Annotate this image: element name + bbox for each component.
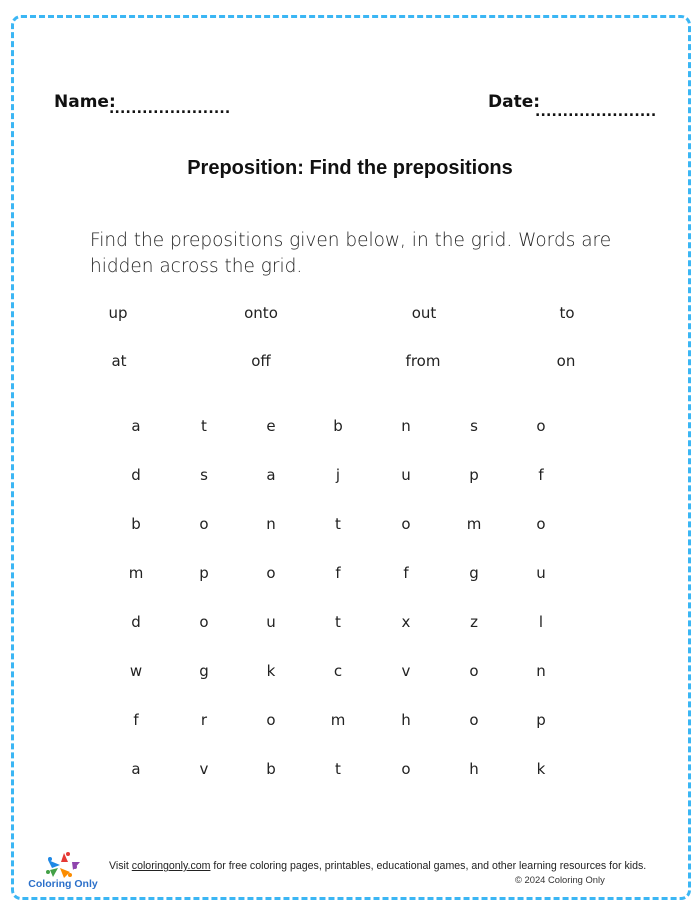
grid-cell[interactable]: o (266, 564, 276, 582)
grid-cell[interactable]: k (266, 662, 276, 680)
grid-cell[interactable]: t (335, 515, 341, 533)
grid-cell[interactable]: b (333, 417, 343, 435)
grid-cell[interactable]: m (330, 711, 346, 729)
grid-cell[interactable]: j (335, 466, 341, 484)
grid-cell[interactable]: o (199, 613, 209, 631)
logo-star-people-icon (28, 850, 98, 880)
coloringonly-link[interactable]: coloringonly.com (131, 860, 211, 872)
grid-cell[interactable]: v (401, 662, 411, 680)
word-bank-item: onto (244, 304, 278, 322)
instructions: Find the prepositions given below, in the grid. Words are hidden across the grid. (90, 230, 612, 277)
grid-cell[interactable]: p (469, 466, 479, 484)
grid-cell[interactable]: d (131, 613, 141, 631)
word-bank-item: from (405, 352, 441, 370)
grid-cell[interactable]: n (401, 417, 411, 435)
grid-cell[interactable]: d (131, 466, 141, 484)
grid-cell[interactable]: s (470, 417, 478, 435)
grid-cell[interactable]: v (199, 760, 209, 778)
grid-cell[interactable]: t (335, 760, 341, 778)
grid-cell[interactable]: l (538, 613, 544, 631)
grid-cell[interactable]: o (401, 760, 411, 778)
grid-cell[interactable]: f (133, 711, 139, 729)
word-bank-item: on (556, 352, 576, 370)
word-bank-item: out (411, 304, 437, 322)
grid-cell[interactable]: p (199, 564, 209, 582)
grid-cell[interactable]: n (266, 515, 276, 533)
word-bank-item: at (111, 352, 127, 370)
coloring-only-logo (28, 850, 98, 894)
grid-cell[interactable]: g (469, 564, 479, 582)
grid-cell[interactable]: f (538, 466, 544, 484)
copyright: © 2024 Coloring Only (515, 874, 605, 885)
grid-cell[interactable]: e (266, 417, 276, 435)
grid-cell[interactable]: o (536, 515, 546, 533)
word-bank-item: up (108, 304, 128, 322)
grid-cell[interactable]: u (266, 613, 276, 631)
footer-text (109, 859, 649, 874)
word-bank-item: to (559, 304, 575, 322)
grid-cell[interactable]: b (266, 760, 276, 778)
grid-cell[interactable]: o (266, 711, 276, 729)
footer-visit-prefix: Visit (109, 860, 132, 872)
grid-cell[interactable]: f (335, 564, 341, 582)
grid-cell[interactable]: p (536, 711, 546, 729)
grid-cell[interactable]: t (335, 613, 341, 631)
grid-cell[interactable]: o (401, 515, 411, 533)
word-bank-item: off (251, 352, 271, 370)
grid-cell[interactable]: g (199, 662, 209, 680)
grid-cell[interactable]: o (469, 711, 479, 729)
grid-cell[interactable]: b (131, 515, 141, 533)
grid-cell[interactable]: r (200, 711, 208, 729)
logo-text: Coloring Only (28, 878, 98, 890)
grid-cell[interactable]: c (333, 662, 343, 680)
grid-cell[interactable]: t (201, 417, 207, 435)
grid-cell[interactable]: a (131, 760, 141, 778)
date-label: Date: (488, 92, 541, 112)
page-title: Preposition: Find the prepositions (187, 157, 513, 179)
grid-cell[interactable]: z (470, 613, 478, 631)
grid-cell[interactable]: s (200, 466, 208, 484)
grid-cell[interactable]: f (403, 564, 409, 582)
grid-cell[interactable]: x (401, 613, 411, 631)
name-field-line[interactable]: ...................... (109, 101, 231, 117)
grid-cell[interactable]: h (469, 760, 479, 778)
grid-cell[interactable]: k (536, 760, 546, 778)
grid-cell[interactable]: u (401, 466, 411, 484)
grid-cell[interactable]: w (129, 662, 143, 680)
grid-cell[interactable]: o (199, 515, 209, 533)
grid-cell[interactable]: o (536, 417, 546, 435)
grid-cell[interactable]: o (469, 662, 479, 680)
grid-cell[interactable]: n (536, 662, 546, 680)
grid-cell[interactable]: m (128, 564, 144, 582)
grid-cell[interactable]: a (131, 417, 141, 435)
grid-cell[interactable]: a (266, 466, 276, 484)
grid-cell[interactable]: h (401, 711, 411, 729)
footer-visit-suffix: for free coloring pages, printables, educational games, and other learning resources for kids. (210, 860, 647, 872)
name-label: Name: (54, 92, 116, 112)
date-field-line[interactable]: ...................... (535, 104, 657, 120)
grid-cell[interactable]: m (466, 515, 482, 533)
grid-cell[interactable]: u (536, 564, 546, 582)
